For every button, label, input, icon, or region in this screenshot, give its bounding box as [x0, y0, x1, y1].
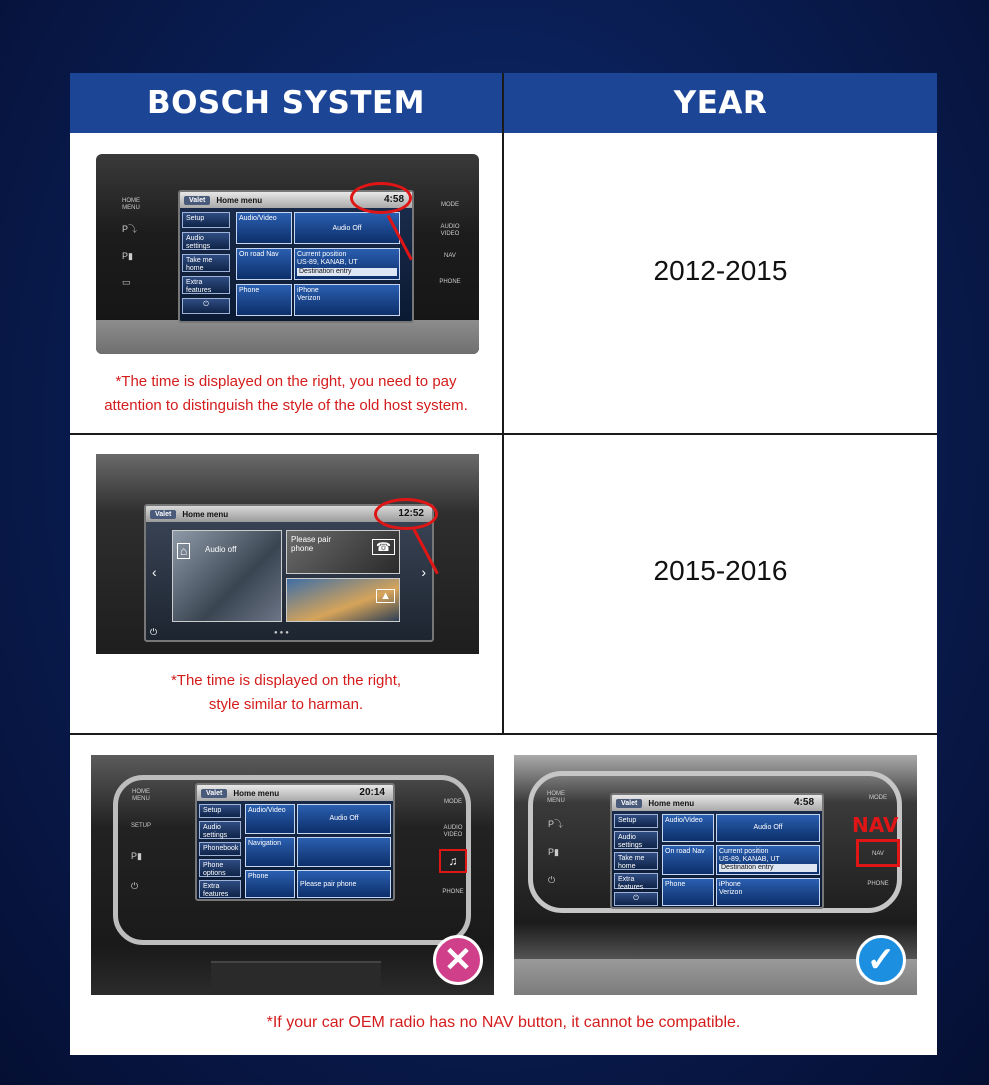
- phone-name-good: iPhone: [719, 881, 741, 888]
- screen-photo-2015: [96, 454, 479, 654]
- screen-title-2015: Home menu: [182, 509, 229, 519]
- phone-carrier-good: Verizon: [719, 889, 743, 896]
- side-label-mode-bad: MODE: [444, 799, 462, 805]
- phone-icon: ☎: [372, 539, 395, 555]
- chevron-right-icon: ›: [421, 564, 426, 580]
- tile-blank-bad: [297, 837, 391, 867]
- parking-icon-bad: P▮: [131, 851, 142, 861]
- menu-audio-settings-bad: Audio settings: [199, 821, 241, 839]
- valet-button-2015: Valet: [150, 510, 176, 519]
- tile-navigation-bad: Navigation: [245, 837, 295, 867]
- screen-clock: 4:58: [383, 194, 404, 205]
- side-label-mode-good: MODE: [869, 795, 887, 801]
- current-position-label-good: Current position: [719, 848, 769, 855]
- note-row1-line2: attention to distinguish the style of the old host system.: [104, 397, 468, 414]
- music-button-icon: ♫: [439, 849, 467, 873]
- comparison-panel: [70, 73, 937, 1055]
- menu-setup: Setup: [182, 212, 230, 228]
- clock-highlight-circle-2015: [374, 498, 438, 530]
- radio-icon: ⌂: [177, 543, 190, 559]
- side-label-setup-bad: SETUP: [130, 823, 151, 829]
- navigation-icon: ▲: [376, 589, 395, 603]
- power-icon-2015: ⏻: [150, 627, 158, 637]
- valet-button: Valet: [184, 196, 210, 205]
- side-label-audio-video: AUDIO VIDEO: [440, 224, 460, 237]
- tile-audio-video-bad: Audio/Video: [245, 804, 295, 834]
- compat-note: *If your car OEM radio has no NAV button, it cannot be compatible.: [266, 1014, 741, 1031]
- power-icon-bad: ⏻: [131, 881, 139, 891]
- current-position-address-good: US-89, KANAB, UT: [719, 856, 780, 863]
- screen-clock-bad: 20:14: [359, 787, 385, 798]
- tile-phone-good: Phone: [662, 878, 714, 906]
- menu-extra-features: Extra features: [182, 276, 230, 294]
- note-row2: [70, 669, 502, 717]
- side-label-home-menu-bad: HOME MENU: [132, 789, 150, 802]
- screen-title-good: Home menu: [648, 798, 695, 808]
- head-unit-screen-bad: [195, 783, 395, 901]
- tile-audio-video-good: Audio/Video: [662, 814, 714, 842]
- menu-extra-features-bad: Extra features: [199, 880, 241, 898]
- tile-phone-bad: Phone: [245, 870, 295, 898]
- incompatible-cross-icon: ✕: [433, 935, 483, 985]
- menu-take-me-home-good: Take me home: [614, 852, 658, 870]
- side-label-phone: PHONE: [439, 279, 461, 285]
- menu-phone-options-bad: Phone options: [199, 859, 241, 877]
- side-label-phone-good: PHONE: [867, 881, 889, 887]
- tile-audio-off-bad: Audio Off: [297, 804, 391, 834]
- valet-button-bad: Valet: [201, 789, 227, 798]
- tile-audio-off: Audio Off: [294, 212, 400, 244]
- screen-title: Home menu: [216, 195, 263, 205]
- parking-icon-good: P⤵: [548, 819, 564, 829]
- photo-incompatible-radio: [91, 755, 494, 995]
- parking-sensor-icon-good: P▮: [548, 847, 559, 857]
- header-year: YEAR: [504, 73, 937, 133]
- row-divider-2: [70, 733, 937, 735]
- header-bosch-system: BOSCH SYSTEM: [70, 73, 502, 133]
- clock-highlight-circle: [350, 182, 412, 214]
- menu-setup-good: Setup: [614, 814, 658, 828]
- side-label-home-menu-good: HOME MENU: [547, 791, 565, 804]
- year-2015-2016: 2015-2016: [653, 555, 788, 586]
- column-divider: [502, 73, 504, 735]
- tile-navigation-2015: [286, 578, 400, 622]
- tile-on-road-nav-good: On road Nav: [662, 845, 714, 875]
- power-icon: ⏻: [182, 298, 230, 314]
- tile-pair-phone-bad: Please pair phone: [297, 870, 391, 898]
- screen-topbar-bad: [197, 785, 393, 801]
- note-row2-line1: *The time is displayed on the right,: [170, 672, 402, 689]
- menu-setup-bad: Setup: [199, 804, 241, 818]
- valet-button-good: Valet: [616, 799, 642, 808]
- tile-audio-off-2015: [172, 530, 282, 622]
- tile-audio-off-good: Audio Off: [716, 814, 820, 842]
- head-unit-screen-good: [610, 793, 824, 909]
- current-position-address: US-89, KANAB, UT: [297, 259, 358, 266]
- screen-title-bad: Home menu: [233, 788, 280, 798]
- note-row1: [70, 370, 502, 418]
- side-label-mode: MODE: [441, 202, 459, 208]
- tile-current-position: [294, 248, 400, 280]
- tile-pair-phone: [286, 530, 400, 574]
- side-label-nav: NAV: [444, 253, 456, 259]
- photo-compatible-radio: [514, 755, 917, 995]
- note-row2-line2: style similar to harman.: [208, 696, 364, 713]
- parking-sensor-icon: P▮: [122, 251, 133, 261]
- parking-icon: P⤵: [122, 224, 138, 234]
- menu-audio-settings: Audio settings: [182, 232, 230, 250]
- phone-name: iPhone: [297, 287, 319, 294]
- tile-current-position-good: [716, 845, 820, 875]
- screen-clock-2015: 12:52: [398, 508, 424, 519]
- nav-callout-label: NAV: [852, 813, 899, 837]
- power-icon-good: ⏻: [548, 875, 556, 885]
- tile-audio-off-label: Audio off: [205, 545, 237, 554]
- screen-topbar-good: [612, 795, 822, 811]
- power-button-good: ⏻: [614, 892, 658, 906]
- camera-icon: ▭: [122, 277, 131, 287]
- nav-button-highlight: [856, 839, 900, 867]
- tile-on-road-nav: On road Nav: [236, 248, 292, 280]
- page-dots: ●●●: [274, 630, 291, 636]
- tile-audio-video: Audio/Video: [236, 212, 292, 244]
- phone-carrier: Verizon: [297, 295, 321, 302]
- tile-iphone: [294, 284, 400, 316]
- compatible-check-icon: ✓: [856, 935, 906, 985]
- menu-audio-settings-good: Audio settings: [614, 831, 658, 849]
- tile-phone: Phone: [236, 284, 292, 316]
- menu-take-me-home: Take me home: [182, 254, 230, 272]
- menu-extra-features-good: Extra features: [614, 873, 658, 889]
- tile-iphone-good: [716, 878, 820, 906]
- side-label-phone-bad: PHONE: [442, 889, 464, 895]
- screen-clock-good: 4:58: [793, 797, 814, 808]
- screen-photo-2012: [96, 154, 479, 354]
- pair-phone-label: Please pair phone: [291, 535, 332, 553]
- side-label-nav-good: NAV: [872, 851, 884, 857]
- side-label-home-menu: HOME MENU: [122, 198, 140, 211]
- note-row1-line1: *The time is displayed on the right, you need to pay: [115, 373, 457, 390]
- current-position-label: Current position: [297, 251, 347, 258]
- destination-entry: Destination entry: [297, 268, 397, 276]
- row-divider-1: [70, 433, 937, 435]
- menu-phonebook-bad: Phonebook: [199, 842, 241, 856]
- year-2012-2015: 2012-2015: [653, 255, 788, 286]
- chevron-left-icon: ‹: [152, 564, 157, 580]
- side-label-audio-video-bad: AUDIO VIDEO: [443, 825, 463, 838]
- destination-entry-good: Destination entry: [719, 864, 817, 872]
